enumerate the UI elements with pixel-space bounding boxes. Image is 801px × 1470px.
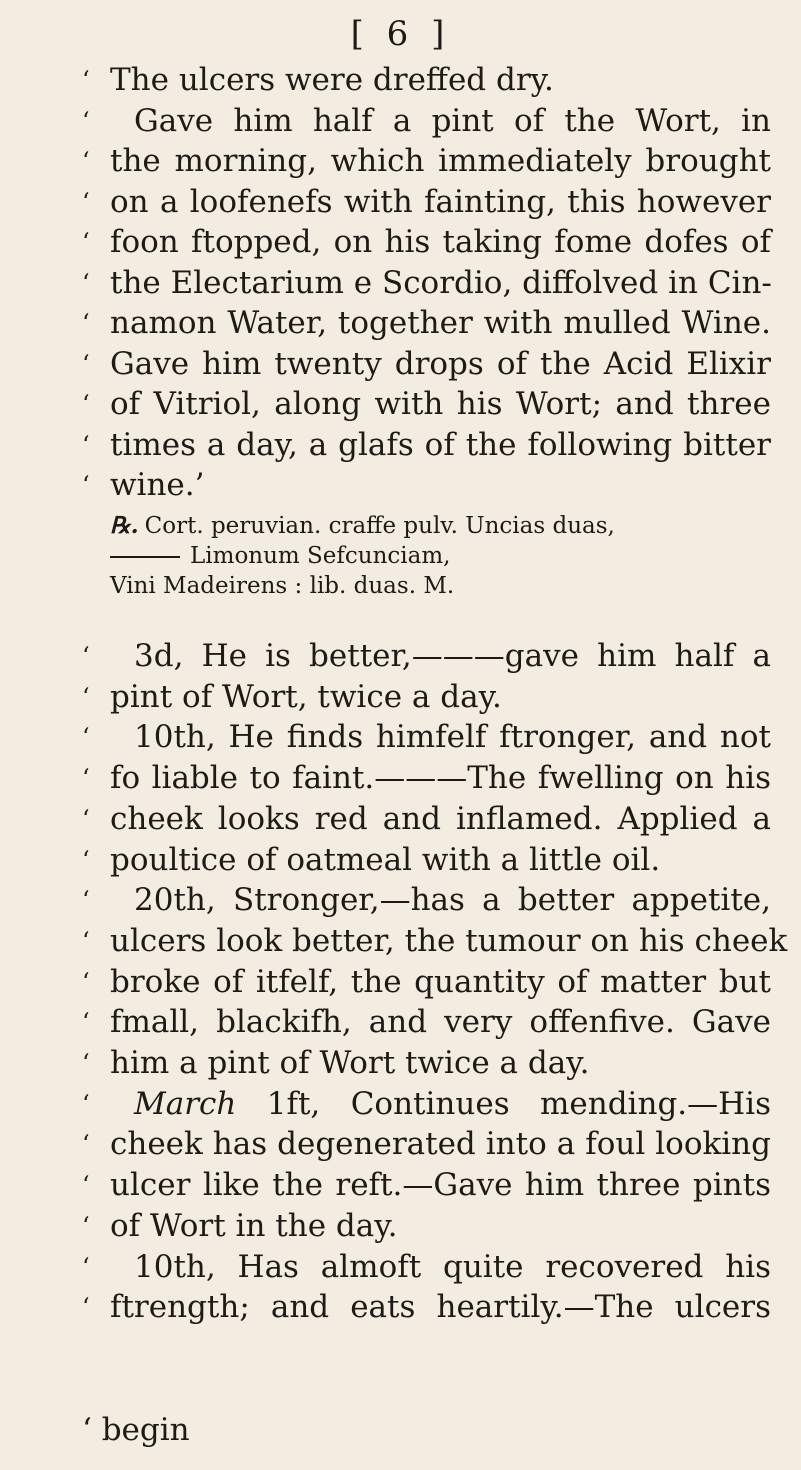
quote-mark: ‘ xyxy=(82,886,90,915)
text-line: ulcers look better, the tumour on his cheek xyxy=(110,922,788,959)
text-line: March 1ft, Continues mending.—His xyxy=(134,1085,771,1122)
text-line: 3d, He is better,———gave him half a xyxy=(134,638,771,674)
quote-mark: ‘ xyxy=(82,147,90,175)
text-line: broke of itfelf, the quantity of matter but xyxy=(110,963,771,1000)
quote-mark: ‘ xyxy=(82,1171,90,1200)
quote-mark: ‘ xyxy=(82,642,90,670)
recipe-line xyxy=(110,542,451,570)
quote-mark: ‘ xyxy=(82,1008,90,1037)
quote-mark: ‘ xyxy=(82,1049,90,1077)
recipe-text: Vini Madeirens : lib. duas. M. xyxy=(110,573,455,599)
text-line: foon ftopped, on his taking fome dofes of xyxy=(110,224,771,260)
quote-mark: ‘ xyxy=(82,349,90,378)
text-line: 20th, Stronger,—has a better appetite, xyxy=(134,882,771,919)
text-line: times a day, a glafs of the following bitter xyxy=(110,426,771,463)
quote-mark: ‘ xyxy=(82,1130,90,1159)
text-line: namon Water, together with mulled Wine. xyxy=(110,305,771,341)
recipe-text: Cort. peruvian. craffe pulv. Uncias duas, xyxy=(144,513,615,539)
recipe-line xyxy=(110,572,454,600)
text-line: the morning, which immediately brought xyxy=(110,143,771,179)
text-line: Gave him twenty drops of the Acid Elixir xyxy=(110,345,771,382)
quote-mark: ‘ xyxy=(82,804,90,833)
quote-mark: ‘ xyxy=(82,309,90,337)
text-line: him a pint of Wort twice a day. xyxy=(110,1045,590,1081)
quote-mark: ‘ xyxy=(82,390,90,418)
text-line: the Electarium e Scordio, diffolved in Cin- xyxy=(110,264,772,301)
page-number-header: [ 6 ] xyxy=(350,14,451,54)
text-line: of Vitriol, along with his Wort; and three xyxy=(110,386,771,422)
text-line: of Wort in the day. xyxy=(110,1207,398,1244)
quote-mark: ‘ xyxy=(82,187,90,216)
quote-mark: ‘ xyxy=(82,66,90,94)
text-line: fmall, blackifh, and very offenfive. Gave xyxy=(110,1004,771,1041)
text-line: ftrength; and eats heartily.—The ulcers xyxy=(110,1289,771,1326)
quote-mark: ‘ xyxy=(82,1211,90,1240)
quote-mark: ‘ xyxy=(82,764,90,793)
text-line: fo liable to faint.———The fwelling on his xyxy=(110,760,771,797)
italic-word: March xyxy=(134,1085,237,1122)
quote-mark: ‘ xyxy=(82,845,90,874)
quote-mark: ‘ xyxy=(82,430,90,459)
catchword: ‘ begin xyxy=(82,1412,190,1448)
quote-mark: ‘ xyxy=(82,723,90,752)
text-line: ulcer like the reft.—Gave him three pints xyxy=(110,1167,771,1204)
recipe-text: Limonum Sefcunciam, xyxy=(190,543,451,569)
text-line: on a loofenefs with fainting, this however xyxy=(110,183,771,220)
text-line: wine.’ xyxy=(110,467,205,503)
quote-mark: ‘ xyxy=(82,967,90,996)
text-line: cheek looks red and inflamed. Applied a xyxy=(110,800,771,837)
quote-mark: ‘ xyxy=(82,268,90,297)
recipe-symbol: ℞. xyxy=(110,512,139,539)
quote-mark: ‘ xyxy=(82,106,90,135)
text-line: poultice of oatmeal with a little oil. xyxy=(110,841,661,878)
text-line: Gave him half a pint of the Wort, in xyxy=(134,102,771,139)
text-line: cheek has degenerated into a foul looking xyxy=(110,1126,771,1163)
quote-mark: ‘ xyxy=(82,1293,90,1322)
recipe-line xyxy=(110,512,615,540)
quote-mark: ‘ xyxy=(82,682,90,711)
text-line: The ulcers were dreffed dry. xyxy=(110,62,554,98)
quote-mark: ‘ xyxy=(82,926,90,955)
text-line: 10th, Has almoft quite recovered his xyxy=(134,1248,771,1285)
quote-mark: ‘ xyxy=(82,1252,90,1281)
quote-mark: ‘ xyxy=(82,471,90,499)
text-line: 10th, He finds himfelf ftronger, and not xyxy=(134,719,771,756)
quote-mark: ‘ xyxy=(82,228,90,256)
ditto-dash xyxy=(110,556,180,558)
quote-mark: ‘ xyxy=(82,1089,90,1118)
text-line: pint of Wort, twice a day. xyxy=(110,678,502,715)
